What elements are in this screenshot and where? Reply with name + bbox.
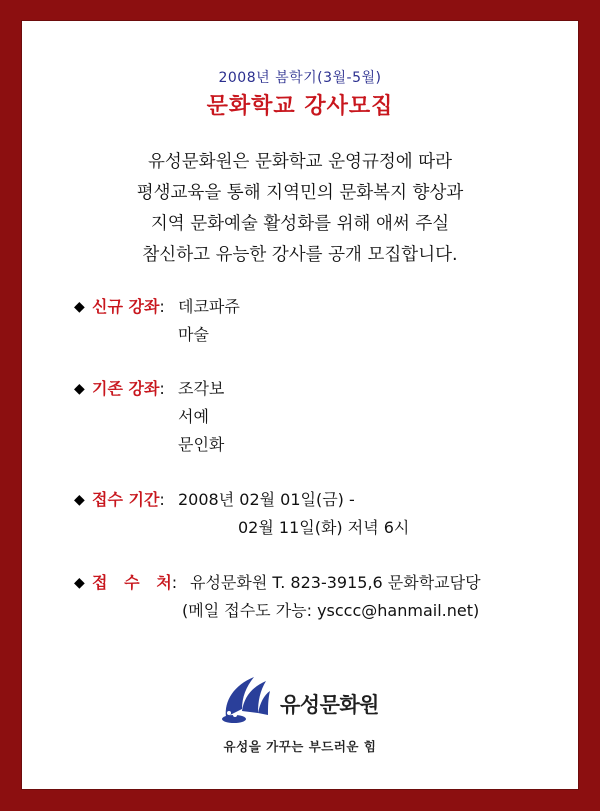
org-name: 유성문화원: [280, 693, 379, 717]
org-slogan: 유성을 가꾸는 부드러운 힘: [223, 739, 377, 754]
semester-term: 2008년 봄학기(3월-5월): [218, 70, 382, 86]
diamond-bullet-icon: ◆: [74, 492, 85, 508]
section-value: 2008년 02월 01일(금) -: [178, 490, 355, 509]
diamond-bullet-icon: ◆: [74, 381, 85, 397]
yuseong-emblem-icon: [220, 671, 272, 725]
section-value: 문인화: [178, 435, 225, 454]
poster-title: 문화학교 강사모집: [206, 94, 394, 119]
section-label: 접수 기간:: [92, 490, 165, 509]
intro-line: 지역 문화예술 활성화를 위해 애써 주실: [150, 214, 450, 234]
org-logo: [220, 671, 420, 727]
section-label: 기존 강좌:: [92, 379, 165, 398]
section-value: 유성문화원 T. 823-3915,6 문화학교담당: [190, 573, 481, 592]
intro-paragraph: [22, 147, 578, 271]
poster-paper: [21, 20, 579, 790]
section-value: 02월 11일(화) 저녁 6시: [238, 518, 410, 537]
diamond-bullet-icon: ◆: [74, 575, 85, 591]
section-value: 서예: [178, 407, 209, 426]
section-value: (메일 접수도 가능: ysccc@hanmail.net): [182, 601, 480, 620]
intro-line: 참신하고 유능한 강사를 공개 모집합니다.: [142, 245, 458, 265]
section-value: 마술: [178, 325, 209, 344]
diamond-bullet-icon: ◆: [74, 299, 85, 315]
section-label: 접 수 처:: [92, 573, 178, 592]
section-value: 조각보: [178, 379, 225, 398]
section-value: 데코파쥬: [178, 297, 240, 316]
section-label: 신규 강좌:: [92, 297, 165, 316]
intro-line: 유성문화원은 문화학교 운영규정에 따라: [147, 152, 453, 172]
intro-line: 평생교육을 통해 지역민의 문화복지 향상과: [136, 183, 464, 203]
